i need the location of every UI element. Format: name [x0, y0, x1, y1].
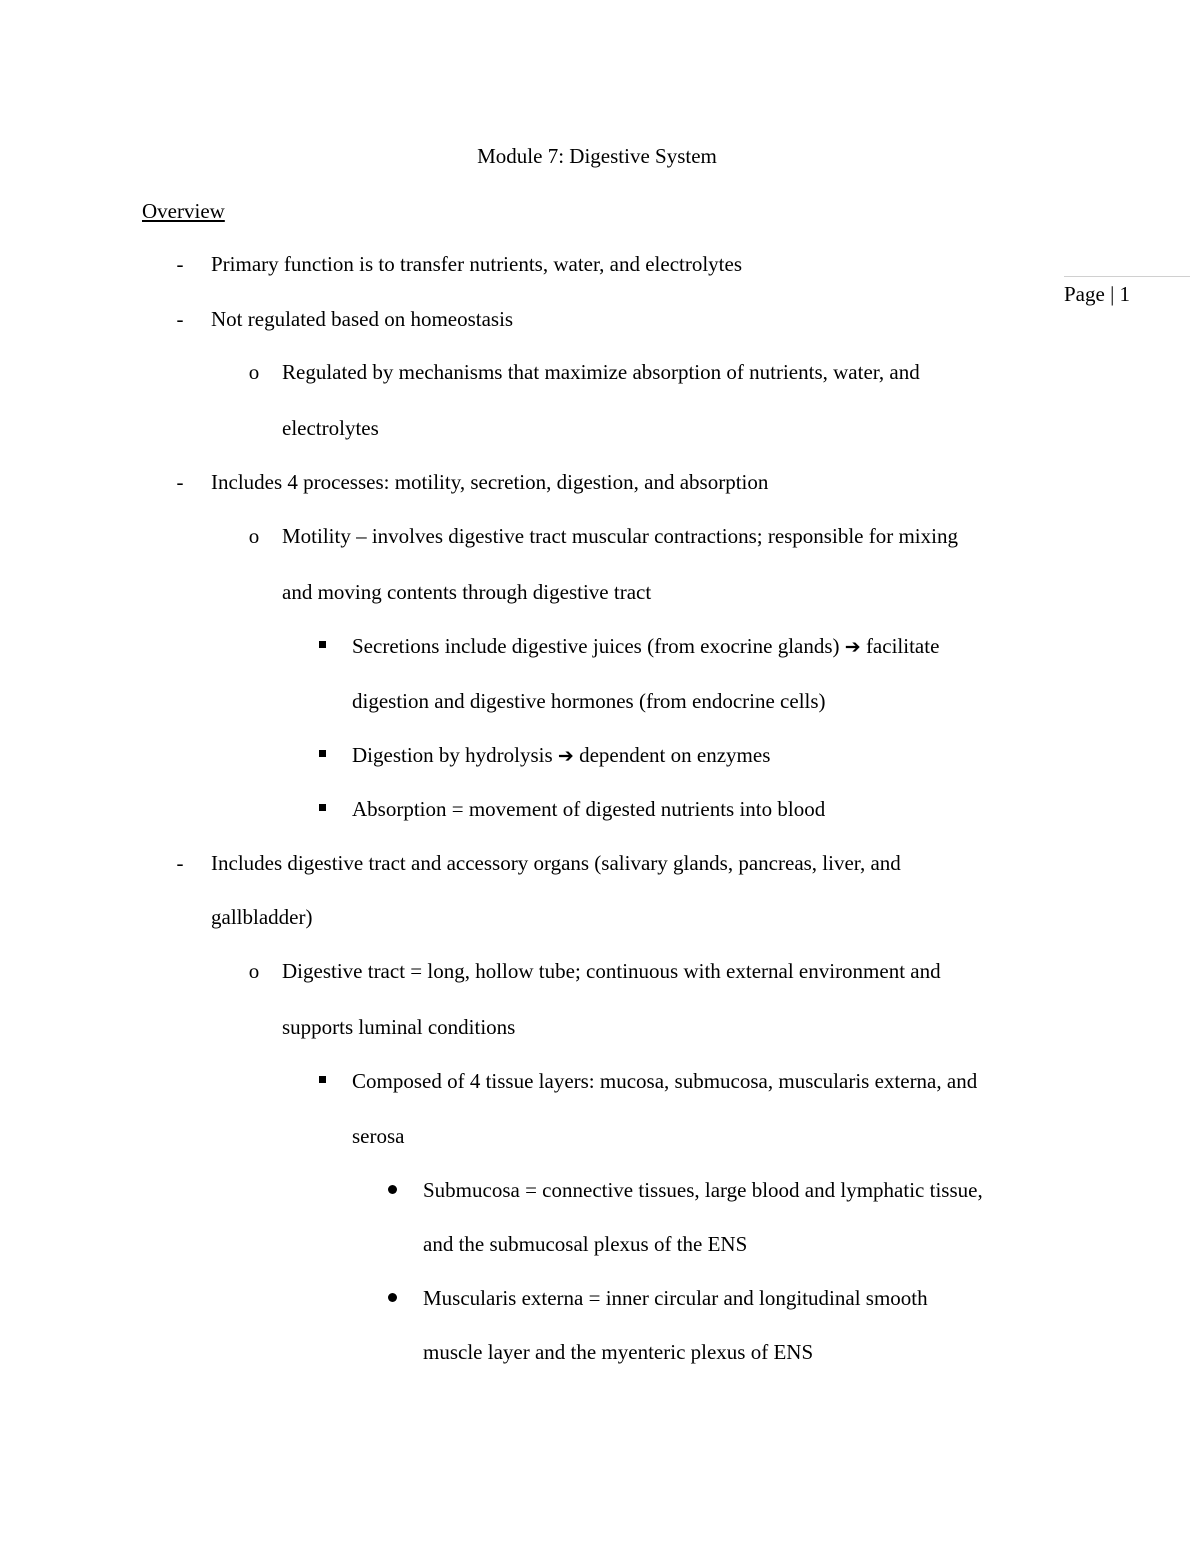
list-item-continuation: and the submucosal plexus of the ENS: [423, 1232, 748, 1256]
square-bullet: [319, 641, 326, 648]
round-bullet: [388, 1185, 397, 1194]
arrow-right-icon: ➔: [557, 745, 574, 767]
list-item-continuation: supports luminal conditions: [282, 1015, 516, 1039]
list-item: Includes 4 processes: motility, secretion, digestion, and absorption: [211, 470, 769, 494]
list-item-continuation: and moving contents through digestive tract: [282, 580, 652, 604]
page-number: Page | 1: [1064, 282, 1131, 306]
circle-bullet: o: [248, 360, 260, 384]
list-item: Submucosa = connective tissues, large blood and lymphatic tissue,: [423, 1178, 983, 1202]
list-item: [352, 740, 770, 771]
dash-bullet: -: [176, 470, 184, 494]
list-item-text: facilitate: [865, 634, 940, 658]
square-bullet: [319, 804, 326, 811]
list-item: Primary function is to transfer nutrients, water, and electrolytes: [211, 252, 742, 276]
circle-bullet: o: [248, 959, 260, 983]
square-bullet: [319, 750, 326, 757]
dash-bullet: -: [176, 307, 184, 331]
list-item: Not regulated based on homeostasis: [211, 307, 514, 331]
list-item-continuation: serosa: [352, 1124, 405, 1148]
list-item-continuation: muscle layer and the myenteric plexus of ENS: [423, 1340, 814, 1364]
round-bullet: [388, 1293, 397, 1302]
list-item-text: dependent on enzymes: [579, 743, 771, 767]
list-item-continuation: gallbladder): [211, 905, 313, 929]
circle-bullet: o: [248, 524, 260, 548]
arrow-right-icon: ➔: [844, 636, 861, 658]
list-item-continuation: electrolytes: [282, 416, 379, 440]
list-item: [352, 631, 939, 662]
list-item: Motility – involves digestive tract muscular contractions; responsible for mixing: [282, 524, 958, 548]
list-item: Includes digestive tract and accessory organs (salivary glands, pancreas, liver, and: [211, 851, 901, 875]
list-item: Digestive tract = long, hollow tube; continuous with external environment and: [282, 959, 941, 983]
dash-bullet: -: [176, 252, 184, 276]
list-item: Regulated by mechanisms that maximize absorption of nutrients, water, and: [282, 360, 920, 384]
section-heading-overview: Overview: [142, 199, 225, 223]
square-bullet: [319, 1076, 326, 1083]
list-item-text: Secretions include digestive juices (from exocrine glands): [352, 634, 840, 658]
list-item-text: Digestion by hydrolysis: [352, 743, 553, 767]
list-item: Composed of 4 tissue layers: mucosa, submucosa, muscularis externa, and: [352, 1069, 978, 1093]
list-item: Absorption = movement of digested nutrients into blood: [352, 797, 826, 821]
list-item-continuation: digestion and digestive hormones (from endocrine cells): [352, 689, 826, 713]
list-item: Muscularis externa = inner circular and longitudinal smooth: [423, 1286, 928, 1310]
header-rule: [1064, 276, 1190, 277]
document-title: Module 7: Digestive System: [477, 144, 717, 168]
dash-bullet: -: [176, 851, 184, 875]
